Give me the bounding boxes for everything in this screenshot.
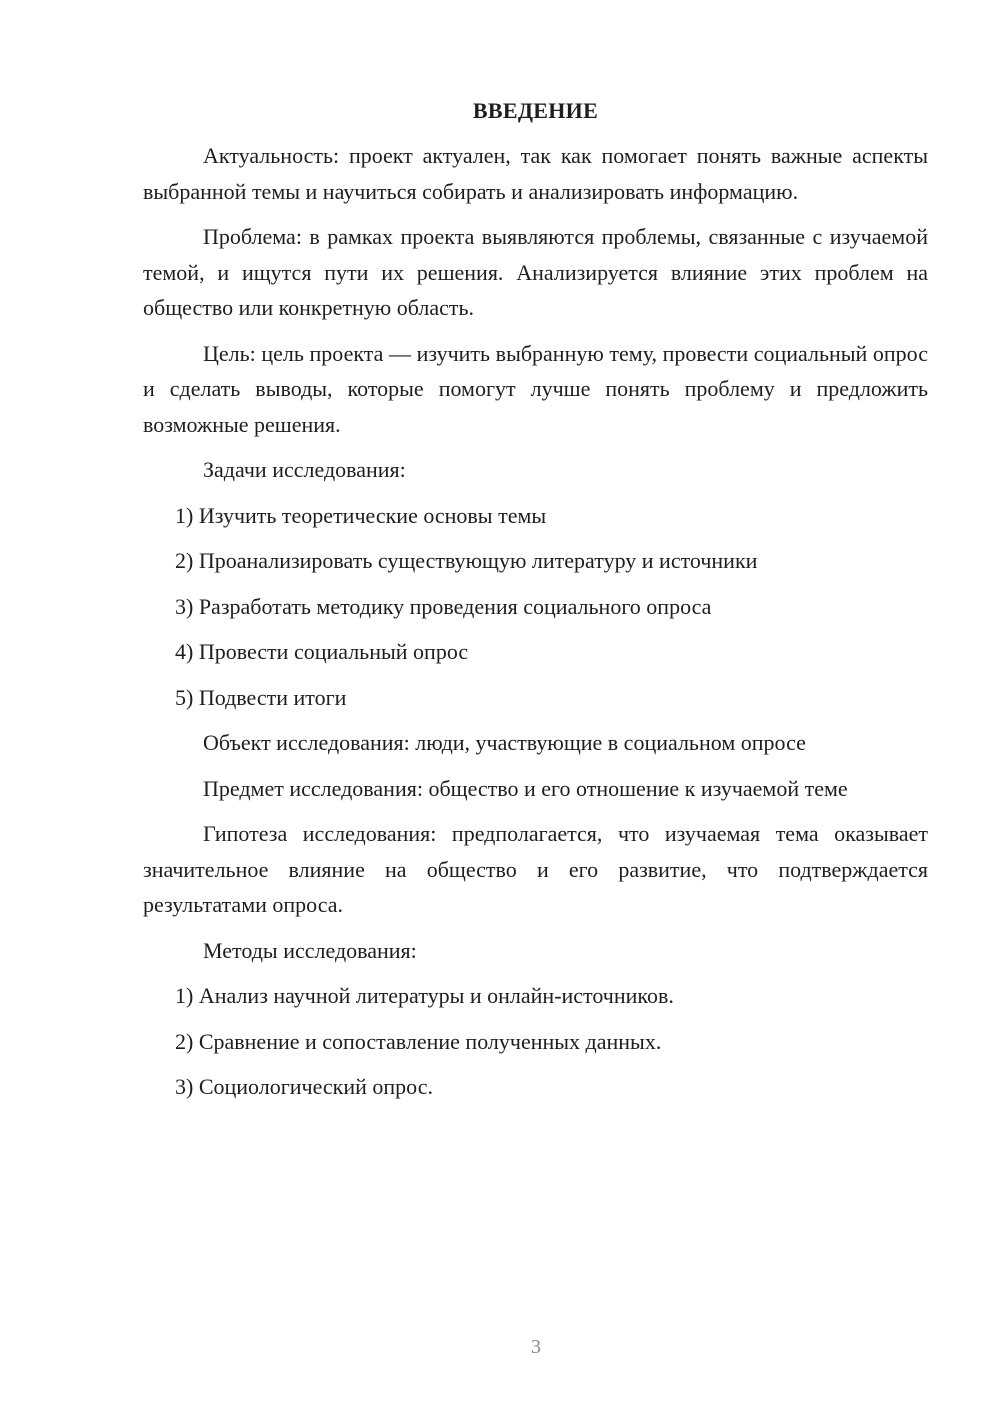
page-number: 3 — [531, 1336, 541, 1358]
task-item: 5) Подвести итоги — [175, 684, 347, 710]
method-item: 2) Сравнение и сопоставление полученных данных. — [175, 1028, 662, 1054]
section-heading: ВВЕДЕНИЕ — [472, 98, 599, 123]
method-item: 3) Социологический опрос. — [175, 1074, 433, 1099]
task-item: 1) Изучить теоретические основы темы — [175, 502, 547, 528]
relevance-paragraph: Актуальность: проект актуален, так как помогает понять важные аспекты выбранной темы и научиться собирать и анализировать информацию. — [143, 143, 928, 204]
method-item: 1) Анализ научной литературы и онлайн-источников. — [175, 983, 674, 1008]
task-item: 4) Провести социальный опрос — [175, 639, 469, 664]
methods-label: Методы исследования: — [203, 937, 417, 963]
problem-paragraph: Проблема: в рамках проекта выявляются проблемы, связанные с изучаемой темой, и ищутся пути их решения. Анализируется влияние этих проблем на общество или конкретную область. — [143, 224, 928, 320]
page-content — [143, 96, 928, 1115]
goal-paragraph: Цель: цель проекта — изучить выбранную тему, провести социальный опрос и сделать выводы, которые помогут лучше понять проблему и предложить возможные решения. — [143, 340, 928, 437]
task-item: 2) Проанализировать существующую литературу и источники — [175, 548, 758, 573]
research-object: Объект исследования: люди, участвующие в социальном опросе — [203, 730, 806, 755]
tasks-label: Задачи исследования: — [203, 457, 406, 482]
research-subject: Предмет исследования: общество и его отношение к изучаемой теме — [203, 775, 848, 801]
task-item: 3) Разработать методику проведения социального опроса — [175, 593, 712, 619]
hypothesis-paragraph: Гипотеза исследования: предполагается, что изучаемая тема оказывает значительное влияние на общество и его развитие, что подтверждается результатами опроса. — [143, 821, 928, 917]
